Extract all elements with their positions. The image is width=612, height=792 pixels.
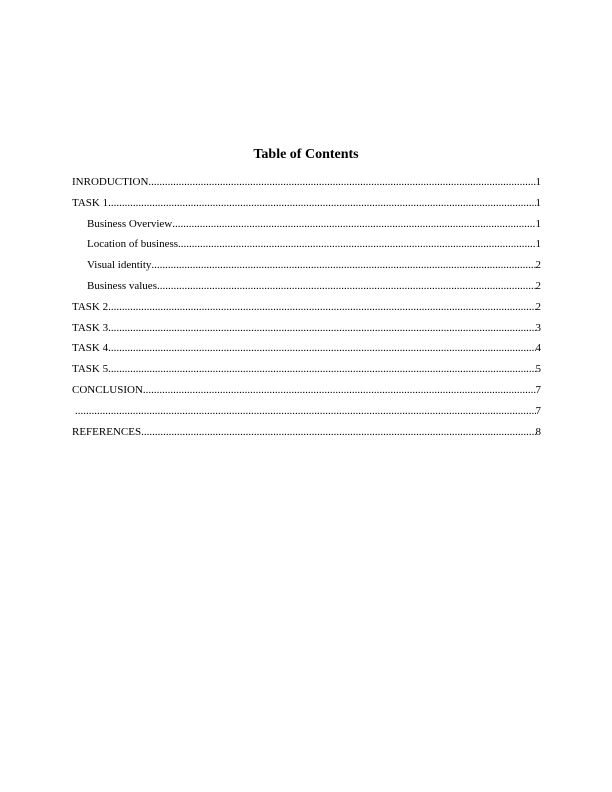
- toc-subentry[interactable]: [72, 279, 541, 300]
- toc-entry-page: 3: [535, 321, 541, 334]
- toc-entry[interactable]: [72, 196, 541, 217]
- toc-entry[interactable]: [72, 383, 541, 404]
- toc-entry-page: 2: [535, 279, 541, 292]
- toc-entry[interactable]: [72, 341, 541, 362]
- toc-leader-dots: [151, 258, 535, 272]
- toc-list: [72, 175, 541, 445]
- toc-entry-page: 7: [535, 383, 541, 396]
- toc-entry-unlabeled[interactable]: [72, 404, 541, 425]
- toc-entry-label: TASK 1: [72, 196, 109, 209]
- toc-leader-dots: [172, 217, 535, 231]
- toc-leader-dots: [108, 341, 535, 355]
- toc-entry-page: 8: [535, 425, 541, 438]
- toc-entry-page: 1: [535, 217, 541, 230]
- toc-entry[interactable]: [72, 362, 541, 383]
- toc-leader-dots: [157, 279, 536, 293]
- toc-leader-dots: [75, 404, 536, 418]
- toc-leader-dots: [108, 362, 535, 376]
- toc-entry-label: TASK 5: [72, 363, 109, 376]
- toc-subentry[interactable]: [72, 258, 541, 279]
- toc-entry-label: Location of business: [87, 238, 179, 251]
- toc-entry-page: 1: [535, 176, 541, 188]
- toc-subentry[interactable]: [72, 237, 541, 258]
- toc-entry-page: 7: [535, 404, 541, 417]
- toc-entry[interactable]: [72, 300, 541, 321]
- toc-entry-page: 2: [535, 300, 541, 313]
- toc-leader-dots: [108, 321, 535, 335]
- toc-entry-label: TASK 4: [72, 342, 109, 355]
- toc-entry-page: 1: [535, 196, 541, 209]
- toc-leader-dots: [178, 237, 535, 251]
- toc-entry[interactable]: [72, 321, 541, 342]
- toc-subentry[interactable]: [72, 217, 541, 238]
- toc-leader-dots: [108, 196, 535, 210]
- toc-entry[interactable]: [72, 425, 541, 446]
- toc-leader-dots: [143, 383, 536, 397]
- toc-entry-label: TASK 2: [72, 300, 109, 313]
- toc-entry-label: CONCLUSION: [72, 383, 143, 396]
- toc-entry-label: TASK 3: [72, 321, 109, 334]
- toc-entry[interactable]: [72, 175, 541, 196]
- toc-entry-label: Business Overview: [87, 217, 173, 230]
- toc-leader-dots: [108, 300, 535, 314]
- toc-entry-page: 2: [535, 259, 541, 272]
- toc-entry-label: Visual identity: [87, 259, 152, 272]
- toc-title: Table of Contents: [253, 147, 359, 162]
- toc-leader-dots: [148, 175, 535, 189]
- toc-entry-label: REFERENCES: [72, 425, 142, 438]
- toc-entry-page: 4: [535, 342, 541, 355]
- toc-entry-page: 5: [535, 363, 541, 376]
- toc-entry-label: INRODUCTION: [72, 176, 149, 188]
- toc-leader-dots: [141, 425, 535, 439]
- toc-entry-page: 1: [535, 238, 541, 251]
- toc-entry-label: Business values: [87, 279, 157, 292]
